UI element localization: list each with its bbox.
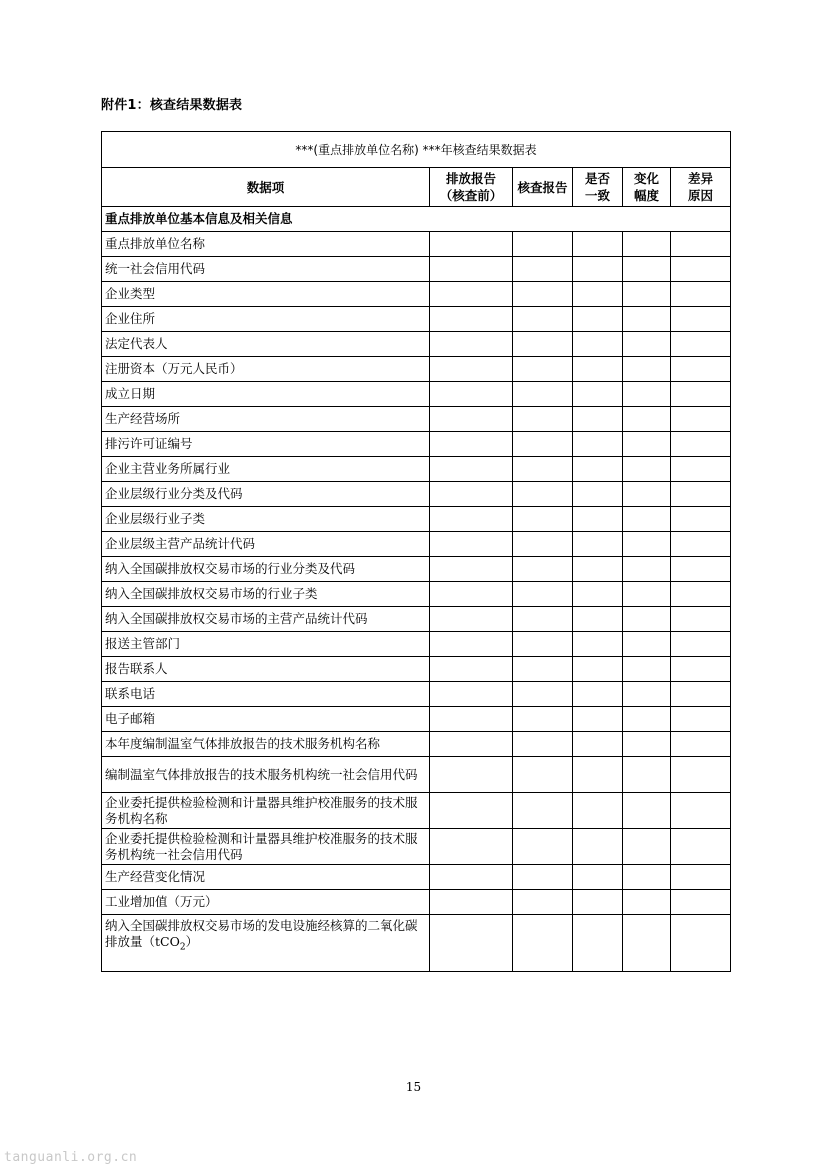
cell-reason [671,865,731,890]
cell-consistent [573,432,623,457]
table-row [102,890,731,915]
cell-reason [671,682,731,707]
cell-verification-report [513,707,573,732]
cell-change [623,557,671,582]
cell-report-before [430,407,513,432]
table-title: ***(重点排放单位名称) ***年核查结果数据表 [102,132,731,168]
table-row [102,632,731,657]
cell-reason [671,232,731,257]
cell-reason [671,432,731,457]
table-row [102,332,731,357]
cell-reason [671,257,731,282]
table-row [102,732,731,757]
cell-verification-report [513,732,573,757]
row-label: 企业层级行业分类及代码 [102,482,430,507]
cell-report-before [430,915,513,972]
table-row [102,793,731,829]
row-label: 成立日期 [102,382,430,407]
row-label: 生产经营变化情况 [102,865,430,890]
cell-change [623,682,671,707]
row-label: 纳入全国碳排放权交易市场的行业分类及代码 [102,557,430,582]
cell-report-before [430,707,513,732]
cell-report-before [430,282,513,307]
cell-consistent [573,457,623,482]
cell-report-before [430,793,513,829]
table-row [102,307,731,332]
cell-change [623,632,671,657]
table-row [102,282,731,307]
page-number: 15 [405,1080,422,1094]
row-label: 企业委托提供检验检测和计量器具维护校准服务的技术服务机构统一社会信用代码 [102,829,430,865]
table-row [102,257,731,282]
cell-report-before [430,432,513,457]
cell-verification-report [513,757,573,793]
cell-consistent [573,829,623,865]
cell-reason [671,507,731,532]
verification-result-table [101,131,731,972]
table-row [102,657,731,682]
cell-verification-report [513,282,573,307]
cell-consistent [573,307,623,332]
attachment-title: 附件1：核查结果数据表 [101,98,243,113]
cell-consistent [573,915,623,972]
cell-report-before [430,657,513,682]
cell-report-before [430,682,513,707]
header-reason: 差异 原因 [671,168,731,207]
cell-reason [671,557,731,582]
cell-reason [671,793,731,829]
cell-consistent [573,557,623,582]
row-label: 法定代表人 [102,332,430,357]
table-row [102,432,731,457]
cell-consistent [573,357,623,382]
cell-report-before [430,632,513,657]
cell-report-before [430,457,513,482]
cell-verification-report [513,557,573,582]
cell-consistent [573,707,623,732]
section-row [102,207,731,232]
cell-reason [671,482,731,507]
row-label: 企业层级行业子类 [102,507,430,532]
row-label: 注册资本（万元人民币） [102,357,430,382]
watermark: tanguanli.org.cn [4,1150,138,1165]
cell-change [623,890,671,915]
cell-change [623,865,671,890]
cell-consistent [573,732,623,757]
cell-report-before [430,557,513,582]
cell-consistent [573,482,623,507]
cell-verification-report [513,482,573,507]
cell-report-before [430,607,513,632]
table-row [102,232,731,257]
cell-change [623,707,671,732]
cell-consistent [573,607,623,632]
cell-change [623,357,671,382]
cell-reason [671,632,731,657]
cell-reason [671,332,731,357]
cell-reason [671,307,731,332]
cell-consistent [573,793,623,829]
table-row [102,357,731,382]
cell-consistent [573,865,623,890]
cell-verification-report [513,582,573,607]
row-label: 企业委托提供检验检测和计量器具维护校准服务的技术服务机构名称 [102,793,430,829]
row-label: 纳入全国碳排放权交易市场的发电设施经核算的二氧化碳排放量（tCO$_2$） [102,915,430,972]
table-row [102,382,731,407]
row-label: 生产经营场所 [102,407,430,432]
cell-verification-report [513,307,573,332]
cell-report-before [430,382,513,407]
cell-verification-report [513,915,573,972]
row-label: 报送主管部门 [102,632,430,657]
cell-verification-report [513,682,573,707]
cell-change [623,915,671,972]
cell-verification-report [513,632,573,657]
cell-reason [671,357,731,382]
cell-consistent [573,257,623,282]
cell-consistent [573,382,623,407]
cell-verification-report [513,793,573,829]
row-label: 排污许可证编号 [102,432,430,457]
cell-consistent [573,532,623,557]
table-row [102,707,731,732]
cell-verification-report [513,607,573,632]
table-row [102,915,731,972]
cell-consistent [573,282,623,307]
row-label: 企业层级主营产品统计代码 [102,532,430,557]
cell-report-before [430,507,513,532]
cell-report-before [430,307,513,332]
row-label: 企业住所 [102,307,430,332]
table-row [102,557,731,582]
header-consistent: 是否 一致 [573,168,623,207]
table-row [102,582,731,607]
cell-change [623,232,671,257]
cell-consistent [573,407,623,432]
cell-report-before [430,532,513,557]
row-label: 企业主营业务所属行业 [102,457,430,482]
cell-reason [671,457,731,482]
cell-change [623,332,671,357]
cell-report-before [430,865,513,890]
cell-verification-report [513,890,573,915]
table-row [102,532,731,557]
cell-report-before [430,732,513,757]
section-title: 重点排放单位基本信息及相关信息 [102,207,731,232]
table-row [102,757,731,793]
cell-consistent [573,232,623,257]
cell-reason [671,607,731,632]
cell-reason [671,657,731,682]
table-row [102,457,731,482]
cell-report-before [430,829,513,865]
cell-change [623,507,671,532]
cell-consistent [573,657,623,682]
row-label: 重点排放单位名称 [102,232,430,257]
cell-change [623,793,671,829]
cell-reason [671,532,731,557]
cell-consistent [573,582,623,607]
cell-change [623,432,671,457]
cell-consistent [573,890,623,915]
cell-report-before [430,232,513,257]
cell-consistent [573,757,623,793]
cell-change [623,457,671,482]
table-row [102,482,731,507]
cell-report-before [430,482,513,507]
cell-verification-report [513,829,573,865]
row-label: 编制温室气体排放报告的技术服务机构统一社会信用代码 [102,757,430,793]
row-label: 纳入全国碳排放权交易市场的行业子类 [102,582,430,607]
table-row [102,829,731,865]
cell-consistent [573,632,623,657]
cell-report-before [430,257,513,282]
cell-change [623,607,671,632]
cell-reason [671,407,731,432]
cell-reason [671,282,731,307]
cell-report-before [430,357,513,382]
table-header-row [102,168,731,207]
cell-reason [671,890,731,915]
row-label: 工业增加值（万元） [102,890,430,915]
cell-consistent [573,332,623,357]
cell-verification-report [513,432,573,457]
cell-reason [671,707,731,732]
cell-reason [671,915,731,972]
cell-change [623,757,671,793]
cell-reason [671,732,731,757]
cell-reason [671,582,731,607]
cell-change [623,532,671,557]
header-change: 变化 幅度 [623,168,671,207]
cell-verification-report [513,357,573,382]
header-item: 数据项 [102,168,430,207]
cell-verification-report [513,507,573,532]
cell-change [623,657,671,682]
cell-verification-report [513,407,573,432]
cell-verification-report [513,457,573,482]
table-row [102,865,731,890]
row-label: 企业类型 [102,282,430,307]
cell-change [623,407,671,432]
cell-change [623,582,671,607]
cell-verification-report [513,657,573,682]
cell-change [623,732,671,757]
cell-change [623,307,671,332]
table-row [102,407,731,432]
cell-report-before [430,890,513,915]
row-label: 电子邮箱 [102,707,430,732]
cell-change [623,282,671,307]
cell-verification-report [513,382,573,407]
cell-report-before [430,582,513,607]
cell-reason [671,382,731,407]
cell-verification-report [513,257,573,282]
row-label: 统一社会信用代码 [102,257,430,282]
cell-report-before [430,757,513,793]
cell-consistent [573,682,623,707]
cell-change [623,257,671,282]
cell-change [623,382,671,407]
table-row [102,507,731,532]
table-row [102,682,731,707]
cell-verification-report [513,232,573,257]
cell-verification-report [513,532,573,557]
row-label: 纳入全国碳排放权交易市场的主营产品统计代码 [102,607,430,632]
row-label: 本年度编制温室气体排放报告的技术服务机构名称 [102,732,430,757]
table-row [102,607,731,632]
row-label: 报告联系人 [102,657,430,682]
cell-reason [671,757,731,793]
cell-verification-report [513,865,573,890]
cell-report-before [430,332,513,357]
cell-consistent [573,507,623,532]
header-verification-report: 核查报告 [513,168,573,207]
cell-reason [671,829,731,865]
cell-change [623,482,671,507]
cell-change [623,829,671,865]
header-report-before: 排放报告 （核查前） [430,168,513,207]
table-title-row [102,132,731,168]
cell-verification-report [513,332,573,357]
row-label: 联系电话 [102,682,430,707]
